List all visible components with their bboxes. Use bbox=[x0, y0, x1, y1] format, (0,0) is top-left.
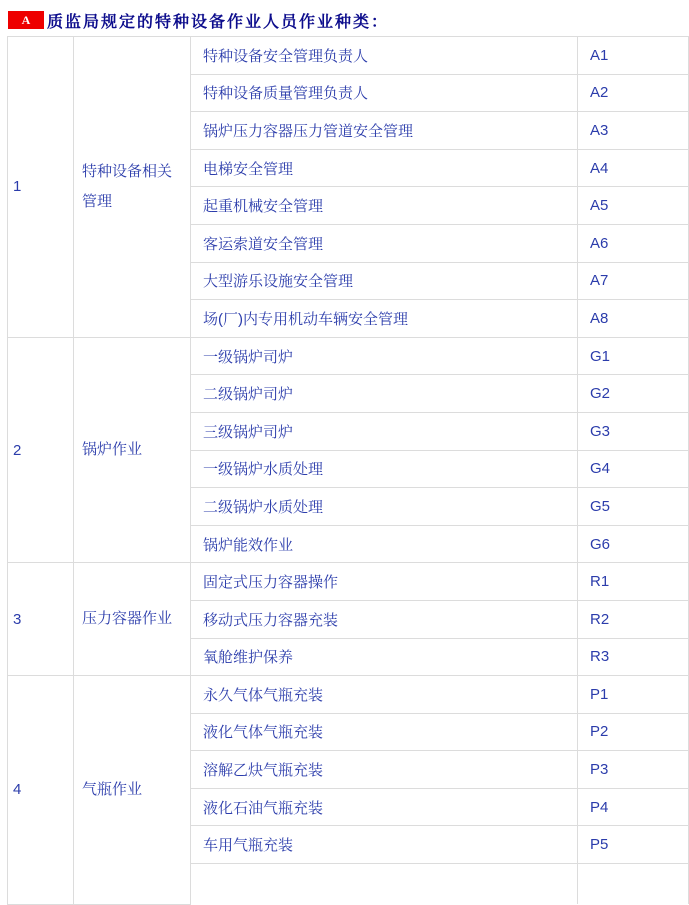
job-name-cell: 永久气体气瓶充装 bbox=[191, 676, 578, 714]
table-row bbox=[8, 563, 689, 601]
job-name-cell: 场(厂)内专用机动车辆安全管理 bbox=[191, 300, 578, 338]
job-code-cell: A4 bbox=[578, 149, 689, 187]
table-row bbox=[8, 37, 689, 75]
job-code-cell: A5 bbox=[578, 187, 689, 225]
job-code-cell: P2 bbox=[578, 713, 689, 751]
table-row bbox=[8, 676, 689, 714]
job-name-cell: 起重机械安全管理 bbox=[191, 187, 578, 225]
job-name-cell: 二级锅炉司炉 bbox=[191, 375, 578, 413]
table-row bbox=[8, 337, 689, 375]
job-code-cell: P1 bbox=[578, 676, 689, 714]
section-category-cell: 气瓶作业 bbox=[74, 676, 191, 904]
section-letter-badge: A bbox=[8, 11, 44, 29]
job-code-cell: A8 bbox=[578, 300, 689, 338]
job-name-cell: 三级锅炉司炉 bbox=[191, 412, 578, 450]
job-name-cell: 固定式压力容器操作 bbox=[191, 563, 578, 601]
section-category-cell: 压力容器作业 bbox=[74, 563, 191, 676]
section-category-cell: 锅炉作业 bbox=[74, 337, 191, 563]
job-code-cell bbox=[578, 864, 689, 905]
job-code-cell: P5 bbox=[578, 826, 689, 864]
job-name-cell: 液化石油气瓶充装 bbox=[191, 788, 578, 826]
job-code-cell: R2 bbox=[578, 600, 689, 638]
job-code-cell: P3 bbox=[578, 751, 689, 789]
job-code-cell: A7 bbox=[578, 262, 689, 300]
section-number-cell: 2 bbox=[8, 337, 74, 563]
job-name-cell: 二级锅炉水质处理 bbox=[191, 488, 578, 526]
job-code-cell: A6 bbox=[578, 224, 689, 262]
job-code-cell: G4 bbox=[578, 450, 689, 488]
section-category-cell: 特种设备相关管理 bbox=[74, 37, 191, 338]
job-code-cell: P4 bbox=[578, 788, 689, 826]
job-name-cell: 客运索道安全管理 bbox=[191, 224, 578, 262]
job-code-cell: G3 bbox=[578, 412, 689, 450]
section-number-cell: 4 bbox=[8, 676, 74, 904]
job-name-cell bbox=[191, 864, 578, 905]
job-code-cell: R3 bbox=[578, 638, 689, 676]
job-name-cell: 特种设备质量管理负责人 bbox=[191, 74, 578, 112]
job-code-cell: A2 bbox=[578, 74, 689, 112]
job-code-cell: G6 bbox=[578, 525, 689, 563]
job-code-cell: G1 bbox=[578, 337, 689, 375]
job-name-cell: 锅炉能效作业 bbox=[191, 525, 578, 563]
job-code-cell: A1 bbox=[578, 37, 689, 75]
job-code-cell: G2 bbox=[578, 375, 689, 413]
job-name-cell: 氧舱维护保养 bbox=[191, 638, 578, 676]
job-code-cell: R1 bbox=[578, 563, 689, 601]
job-name-cell: 电梯安全管理 bbox=[191, 149, 578, 187]
job-name-cell: 大型游乐设施安全管理 bbox=[191, 262, 578, 300]
page-title: 质监局规定的特种设备作业人员作业种类： bbox=[47, 13, 390, 31]
page-header bbox=[0, 0, 689, 31]
job-name-cell: 特种设备安全管理负责人 bbox=[191, 37, 578, 75]
job-name-cell: 移动式压力容器充装 bbox=[191, 600, 578, 638]
job-name-cell: 一级锅炉水质处理 bbox=[191, 450, 578, 488]
section-number-cell: 1 bbox=[8, 37, 74, 338]
job-name-cell: 锅炉压力容器压力管道安全管理 bbox=[191, 112, 578, 150]
job-name-cell: 溶解乙炔气瓶充装 bbox=[191, 751, 578, 789]
job-categories-table bbox=[7, 36, 689, 905]
job-name-cell: 液化气体气瓶充装 bbox=[191, 713, 578, 751]
job-code-cell: G5 bbox=[578, 488, 689, 526]
job-name-cell: 一级锅炉司炉 bbox=[191, 337, 578, 375]
job-code-cell: A3 bbox=[578, 112, 689, 150]
job-name-cell: 车用气瓶充装 bbox=[191, 826, 578, 864]
section-number-cell: 3 bbox=[8, 563, 74, 676]
